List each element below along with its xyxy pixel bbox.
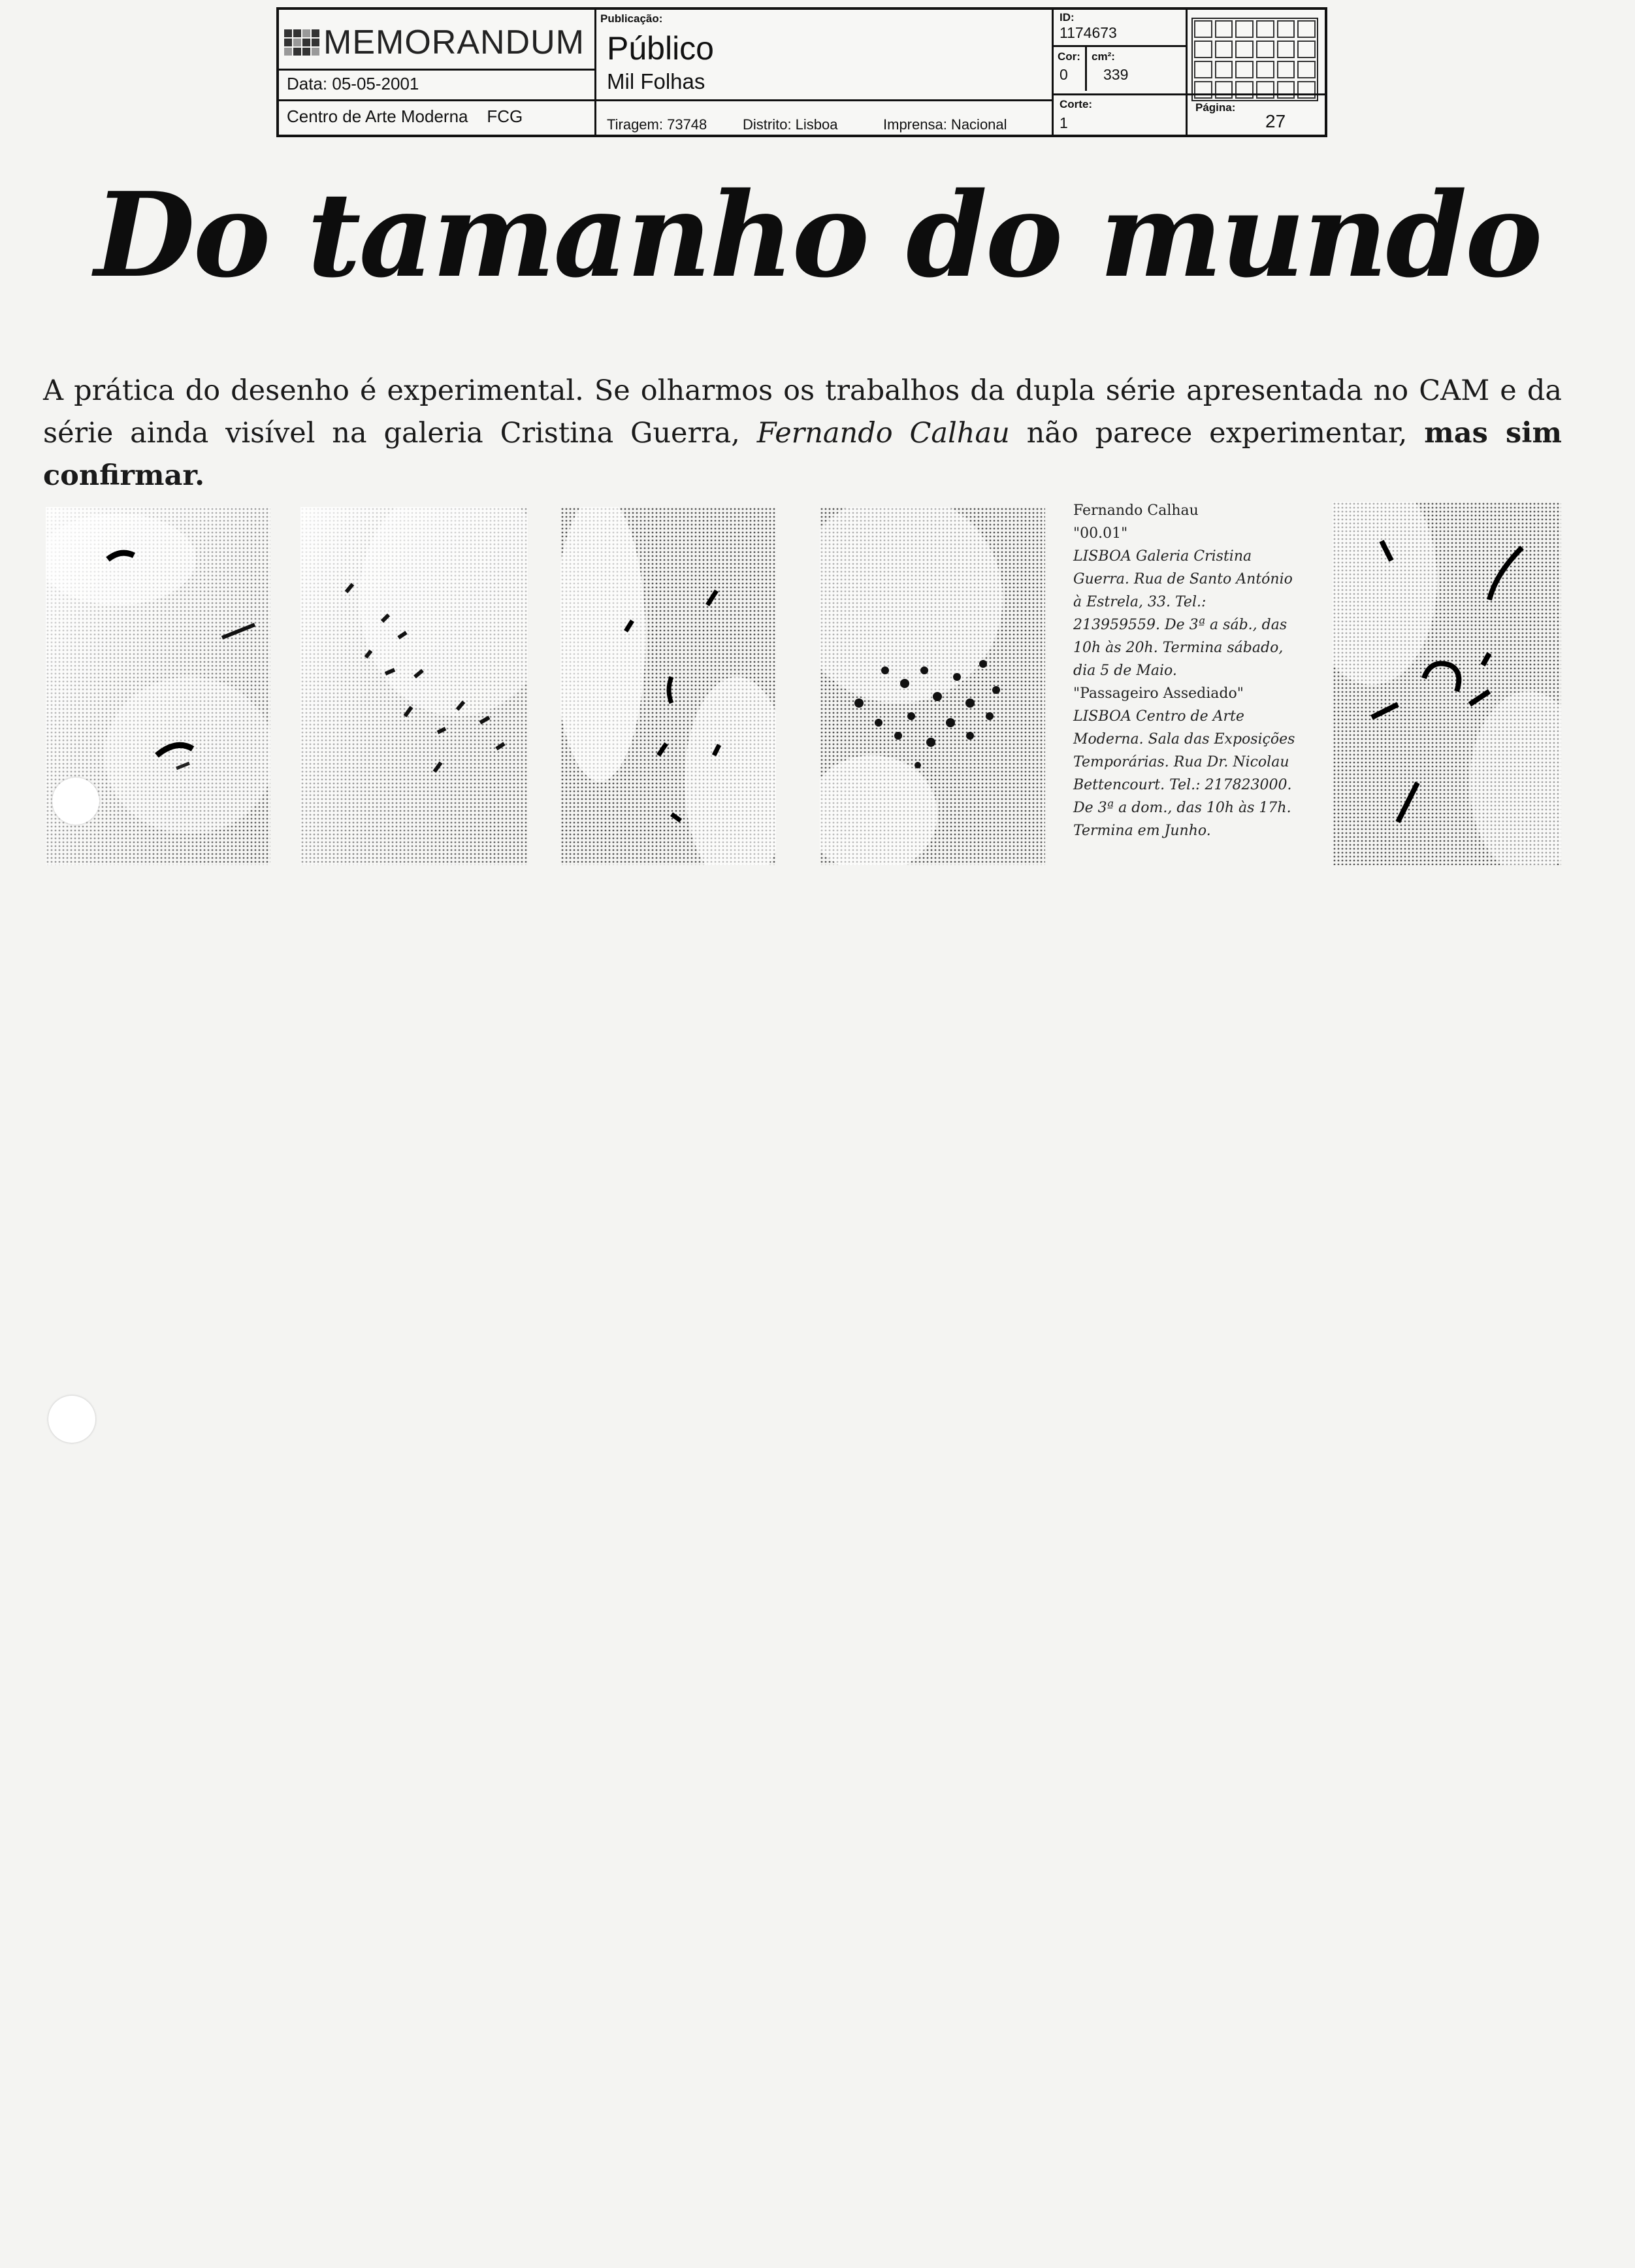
exhibition-caption: [1073, 499, 1295, 842]
memorandum-logo-icon: [284, 29, 319, 56]
caption-venue-2: LISBOA Centro de Arte Moderna. Sala das Exposições Temporárias. Rua Dr. Nicolau Bettencourt. Tel.: 217823000. De 3ª a dom., das 10h às 17h. Termina em Junho.: [1073, 708, 1295, 839]
imprensa: Imprensa: Nacional: [883, 116, 1007, 133]
memorandum-title: [284, 23, 585, 62]
memorandum-label: MEMORANDUM: [323, 24, 585, 61]
artwork-image-2: [300, 507, 528, 865]
punch-hole-top: [52, 778, 99, 825]
section-name: Mil Folhas: [607, 69, 705, 93]
id-value: 1174673: [1060, 24, 1117, 41]
punch-hole-bottom: [48, 1396, 95, 1443]
cm2-label: cm²:: [1092, 50, 1115, 63]
caption-artist: Fernando Calhau: [1073, 502, 1199, 519]
lede-text-bold: mas sim confirmar.: [43, 417, 1562, 492]
memorandum-header: [276, 7, 1327, 137]
caption-venue-1: LISBOA Galeria Cristina Guerra. Rua de Santo António à Estrela, 33. Tel.: 213959559. De 3ª a sáb., das 10h às 20h. Termina sábado, dia 5 de Maio.: [1073, 548, 1293, 679]
lede-artist-name: Fernando Calhau: [756, 417, 1010, 450]
pagina-value: 27: [1265, 111, 1286, 131]
tiragem: Tiragem: 73748: [607, 116, 707, 133]
caption-title-1: "00.01": [1073, 525, 1128, 542]
publication-label: Publicação:: [600, 12, 663, 25]
pagina-label: Página:: [1195, 101, 1236, 114]
cor-value: 0: [1060, 66, 1068, 83]
article-lede: [43, 370, 1562, 497]
corte-value: 1: [1060, 114, 1068, 131]
caption-title-2: "Passageiro Assediado": [1073, 685, 1244, 702]
lede-text-2: não parece experimentar,: [1009, 417, 1425, 450]
artwork-image-3: [560, 507, 776, 865]
lede-text-1: A prática do desenho é experimental. Se olharmos os trabalhos da dupla série apresentada no CAM e da série ainda visível na galeria Cristina Guerra,: [43, 374, 1562, 450]
distrito: Distrito: Lisboa: [743, 116, 838, 133]
date-line: Data: 05-05-2001: [287, 74, 419, 93]
corte-label: Corte:: [1060, 98, 1093, 110]
id-label: ID:: [1060, 11, 1075, 24]
grid-icon: [1191, 18, 1318, 101]
artwork-image-4: [820, 507, 1045, 865]
source-line: Centro de Arte Moderna FCG: [287, 107, 523, 126]
cor-label: Cor:: [1058, 50, 1080, 63]
cm2-value: 339: [1103, 66, 1129, 83]
artwork-image-5: [1333, 502, 1561, 865]
article-headline: Do tamanho do mundo: [94, 167, 1541, 303]
publication-name: Público: [607, 30, 714, 67]
